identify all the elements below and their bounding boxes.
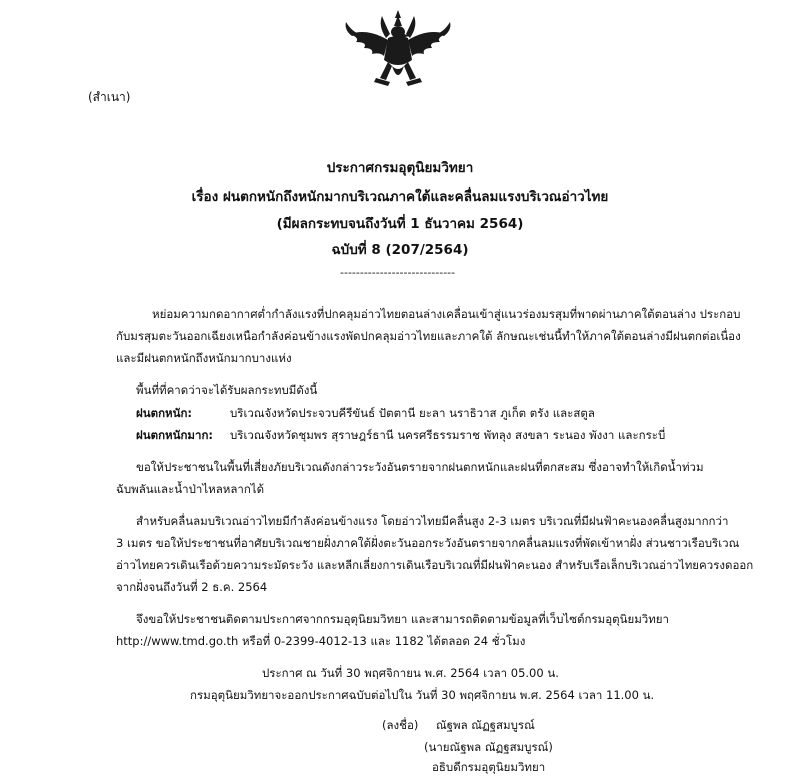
announcement-title: ประกาศกรมอุตุนิยมวิทยา [326, 160, 474, 176]
heavy-rain-label: ฝนตกหนัก: [136, 406, 193, 420]
para4-line: http://www.tmd.go.th หรือที่ 0-2399-4012-13 และ 1182 ได้ตลอด 24 ชั่วโมง [116, 634, 526, 648]
para2-line: ขอให้ประชาชนในพื้นที่เสี่ยงภัยบริเวณดังกล่าวระวังอันตรายจากฝนตกหนักและฝนที่ตกสะสม ซึ่งอาจทำให้เกิดน้ำท่วม [136, 460, 704, 474]
title-divider: ----------------------------- [340, 266, 456, 279]
para3-line: สำหรับคลื่นลมบริเวณอ่าวไทยมีกำลังค่อนข้างแรง โดยอ่าวไทยมีคลื่นสูง 2-3 เมตร บริเวณที่มีฝนฟ้าคะนองคลื่นสูงมากกว่า [136, 514, 729, 528]
para3-line: อ่าวไทยควรเดินเรือด้วยความระมัดระวัง และหลีกเลี่ยงการเดินเรือบริเวณที่มีฝนฟ้าคะนอง สำหรับเรือเล็กบริเวณอ่าวไทยควรงดออก [116, 558, 754, 572]
para4-line: จึงขอให้ประชาชนติดตามประกาศจากกรมอุตุนิยมวิทยา และสามารถติดตามข้อมูลที่เว็บไซต์กรมอุตุนิยมวิทยา [136, 612, 670, 626]
issued-datetime: ประกาศ ณ วันที่ 30 พฤศจิกายน พ.ศ. 2564 เวลา 05.00 น. [262, 666, 559, 680]
garuda-emblem [338, 8, 458, 92]
para1-line: กับมรสุมตะวันออกเฉียงเหนือกำลังค่อนข้างแรงพัดปกคลุมอ่าวไทยและภาคใต้ ลักษณะเช่นนี้ทำให้ภาคใต้ตอนล่างมีฝนตกต่อเนื่อง [116, 329, 741, 343]
issue-number: ฉบับที่ 8 (207/2564) [331, 242, 469, 258]
heavy-rain-areas: บริเวณจังหวัดประจวบคีรีขันธ์ ปัตตานี ยะลา นราธิวาส ภูเก็ต ตรัง และสตูล [230, 406, 595, 420]
effective-period: (มีผลกระทบจนถึงวันที่ 1 ธันวาคม 2564) [276, 216, 524, 232]
para1-line: และมีฝนตกหนักถึงหนักมากบางแห่ง [116, 351, 292, 365]
para3-line: 3 เมตร ขอให้ประชาชนที่อาศัยบริเวณชายฝั่งภาคใต้ฝั่งตะวันออกระวังอันตรายจากคลื่นลมแรงที่พัดเข้าหาฝั่ง ส่วนชาวเรือบริเวณ [116, 536, 740, 550]
para3-line: จากฝั่งจนถึงวันที่ 2 ธ.ค. 2564 [116, 580, 268, 594]
very-heavy-rain-label: ฝนตกหนักมาก: [136, 428, 214, 442]
para1-line: หย่อมความกดอากาศต่ำกำลังแรงที่ปกคลุมอ่าวไทยตอนล่างเคลื่อนเข้าสู่แนวร่องมรสุมที่พาดผ่านภาคใต้ตอนล่าง ประกอบ [152, 307, 741, 321]
areas-intro: พื้นที่ที่คาดว่าจะได้รับผลกระทบมีดังนี้ [136, 383, 318, 397]
para2-line: ฉับพลันและน้ำป่าไหลหลากได้ [116, 482, 265, 496]
signer-position: อธิบดีกรมอุตุนิยมวิทยา [432, 760, 546, 774]
next-issue-datetime: กรมอุตุนิยมวิทยาจะออกประกาศฉบับต่อไปใน วันที่ 30 พฤศจิกายน พ.ศ. 2564 เวลา 11.00 น. [190, 688, 655, 702]
very-heavy-rain-areas: บริเวณจังหวัดชุมพร สุราษฎร์ธานี นครศรีธรรมราช พัทลุง สงขลา ระนอง พังงา และกระบี่ [230, 428, 666, 442]
copy-label: (สำเนา) [88, 90, 131, 104]
printed-name: (นายณัฐพล ณัฏฐสมบูรณ์) [424, 740, 553, 754]
announcement-subject: เรื่อง ฝนตกหนักถึงหนักมากบริเวณภาคใต้และคลื่นลมแรงบริเวณอ่าวไทย [191, 189, 609, 205]
signed-label: (ลงชื่อ) [382, 718, 419, 732]
signed-name: ณัฐพล ณัฏฐสมบูรณ์ [436, 718, 535, 732]
